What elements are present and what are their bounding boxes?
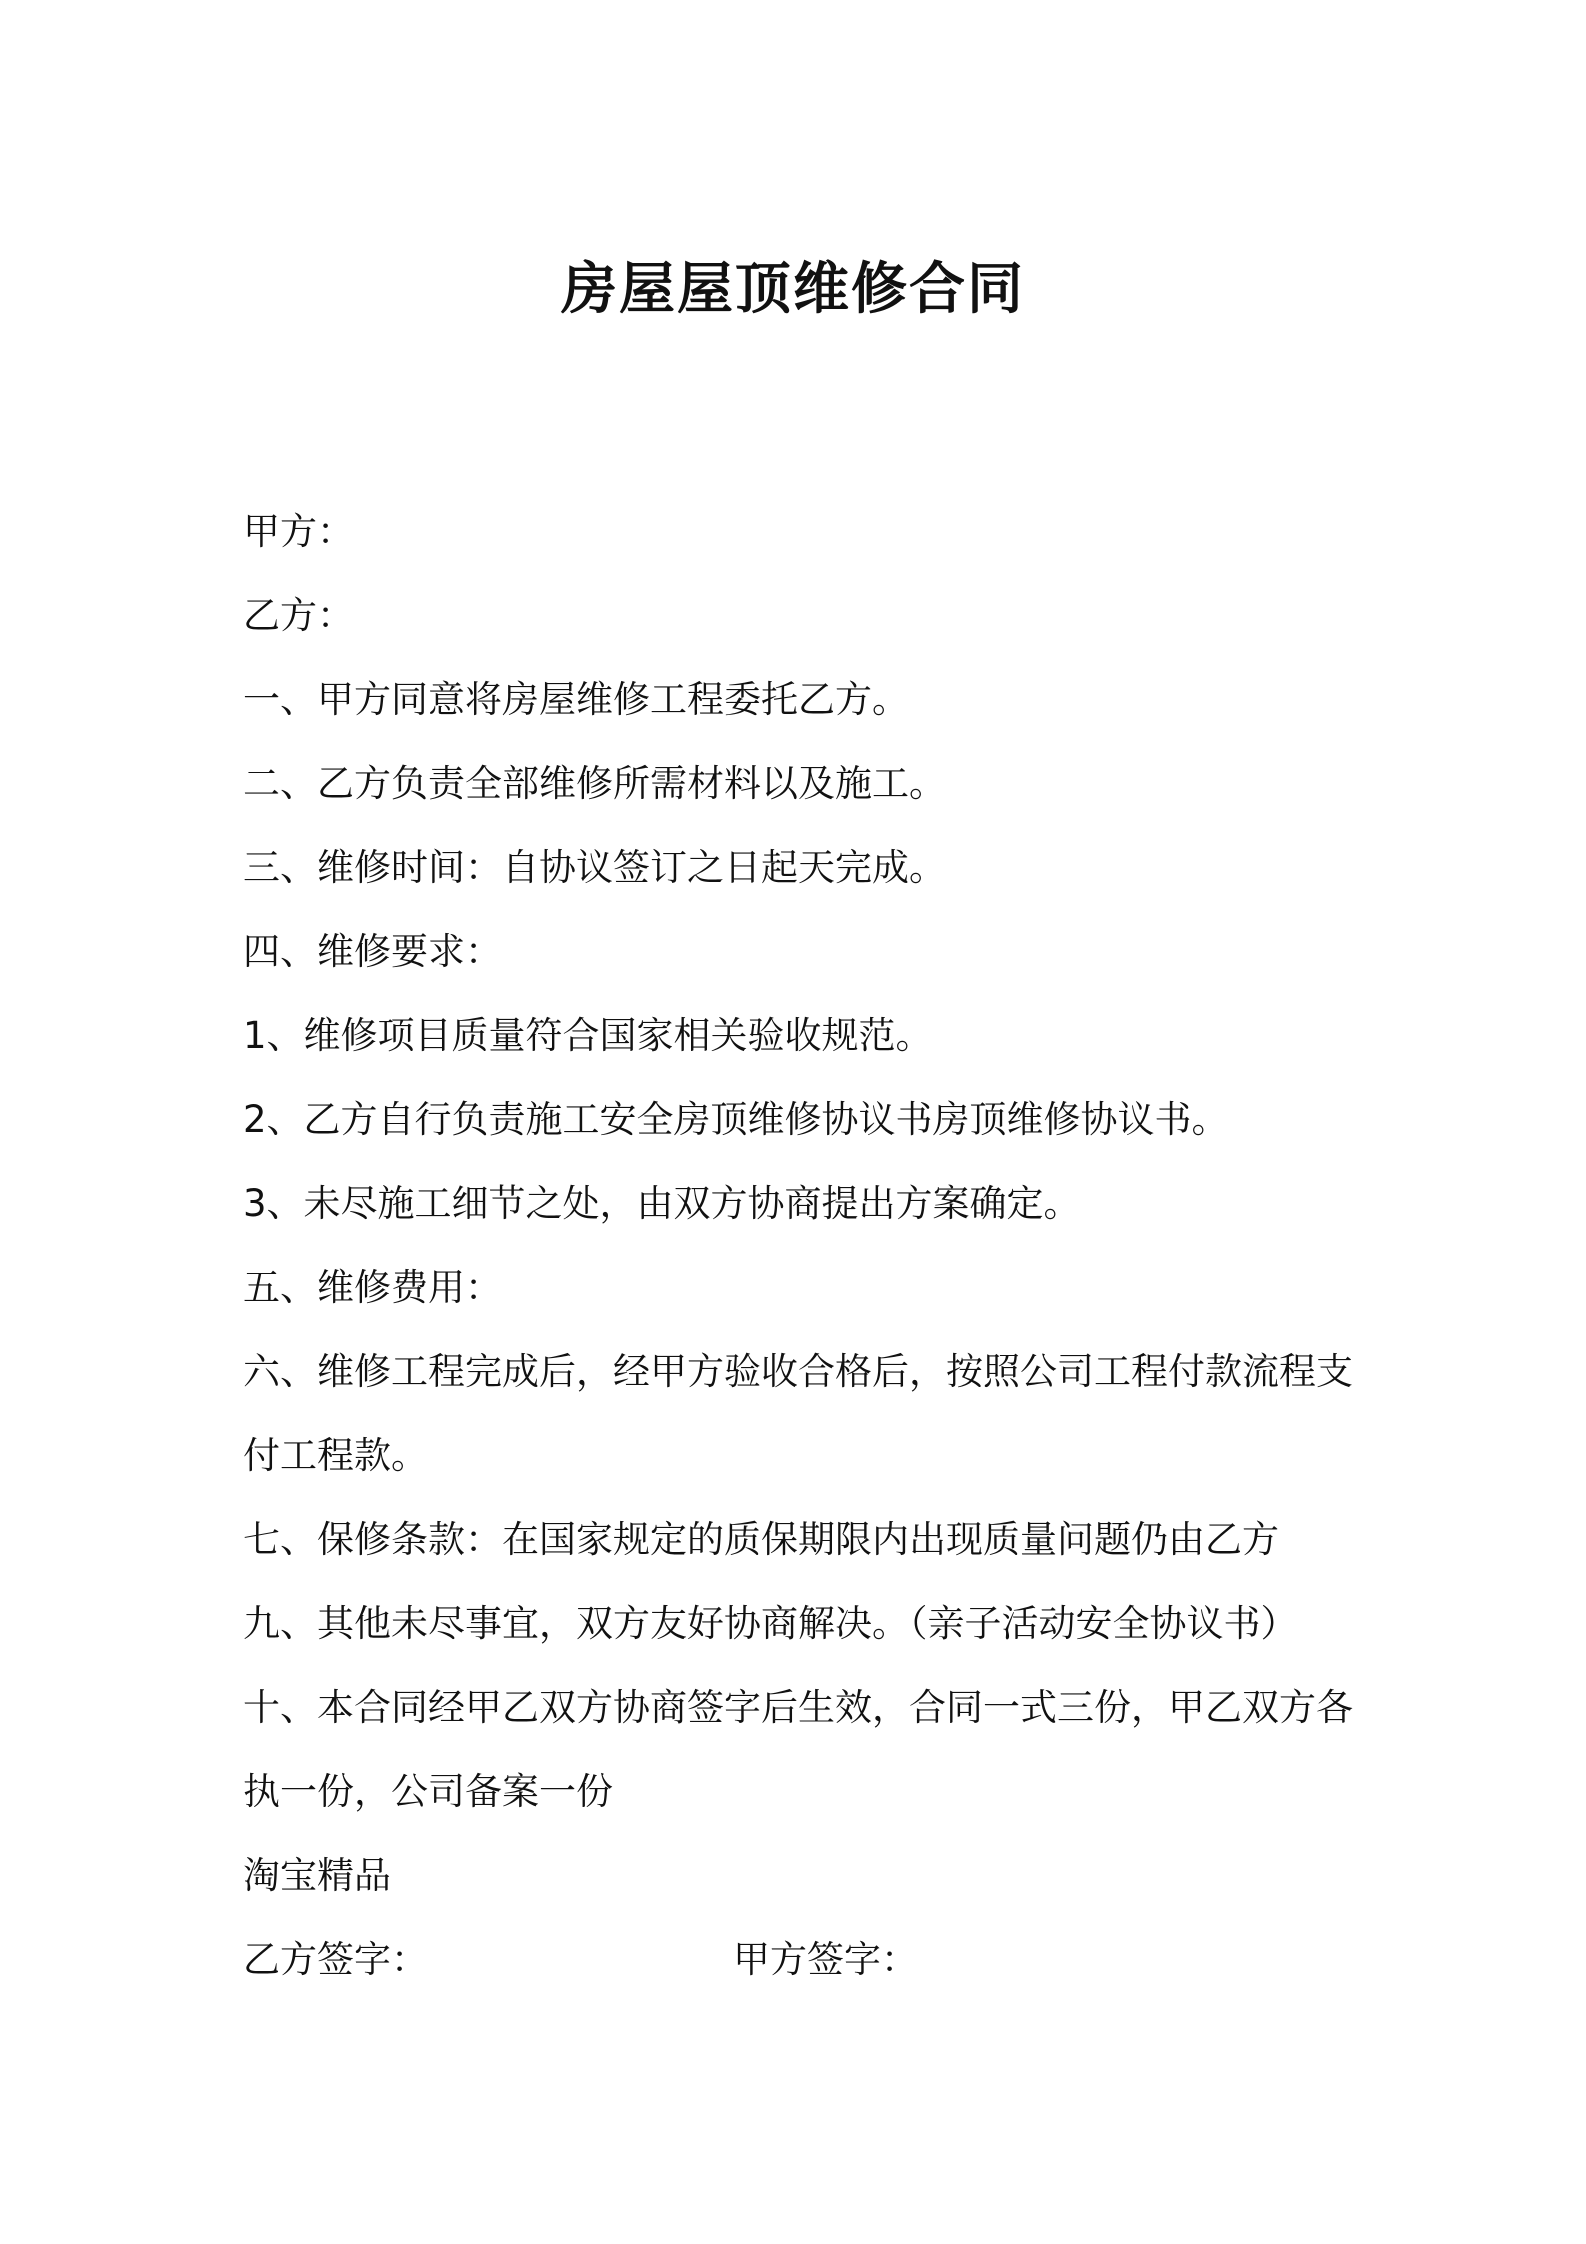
clause-4-heading: 四、维修要求： [243,930,502,973]
clause-10: 十、本合同经甲乙双方协商签字后生效，合同一式三份，甲乙双方各执一份，公司备案一份 [243,1686,1353,1813]
clause-2: 二、乙方负责全部维修所需材料以及施工。 [243,762,946,805]
clause-3: 三、维修时间：自协议签订之日起天完成。 [243,846,946,889]
signature-row [243,1918,1363,2002]
requirement-3: 3、未尽施工细节之处，由双方协商提出方案确定。 [243,1182,1081,1225]
document-body [243,490,1363,2002]
clause-1: 一、甲方同意将房屋维修工程委托乙方。 [243,678,909,721]
party-a-signature-label: 甲方签字： [733,1938,918,1981]
clause-7: 七、保修条款：在国家规定的质保期限内出现质量问题仍由乙方 [243,1518,1279,1561]
requirement-1: 1、维修项目质量符合国家相关验收规范。 [243,1014,933,1057]
party-b-signature-label: 乙方签字： [243,1938,428,1981]
clause-9: 九、其他未尽事宜，双方友好协商解决。（亲子活动安全协议书） [243,1602,1298,1645]
party-a-line: 甲方： [243,510,354,553]
clause-6: 六、维修工程完成后，经甲方验收合格后，按照公司工程付款流程支付工程款。 [243,1350,1353,1477]
clause-5-heading: 五、维修费用： [243,1266,502,1309]
document-title: 房屋屋顶维修合同 [561,257,1025,322]
party-b-line: 乙方： [243,594,354,637]
requirement-2: 2、乙方自行负责施工安全房顶维修协议书房顶维修协议书。 [243,1098,1229,1141]
footer-note: 淘宝精品 [243,1854,391,1897]
